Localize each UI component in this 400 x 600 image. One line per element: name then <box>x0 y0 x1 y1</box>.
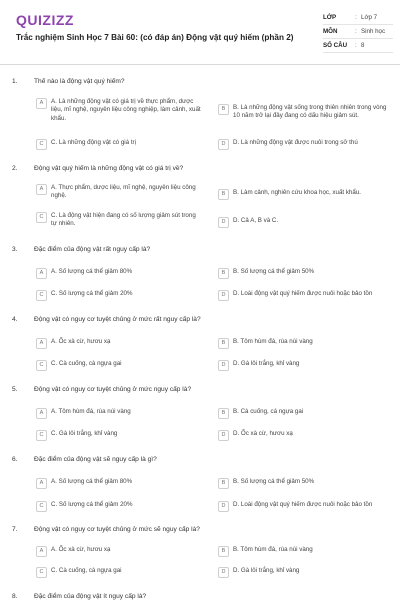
option-letter-box: C <box>36 290 47 301</box>
option-text: B. Tôm hùm đá, rùa núi vàng <box>233 338 313 345</box>
option-letter-box: B <box>218 268 229 279</box>
worksheet-header <box>0 0 400 65</box>
option-text: C. Là động vật hiện đang có số lượng giảm sút trong tự nhiên. <box>51 212 196 228</box>
option-text: A. Ốc xà cừ, hươu xạ <box>51 338 111 345</box>
question-2 <box>0 165 400 228</box>
option-text: A. Là những động vật có giá trị về thực phẩm, dược liệu, mĩ nghệ, nguyên liệu công nghiệp, làm cảnh, xuất khẩu. <box>51 98 201 122</box>
option-text: A. Số lượng cá thể giảm 80% <box>51 268 133 275</box>
option-text: C. Gà lôi trắng, khỉ vàng <box>51 430 118 437</box>
option-text: B. Là những động vật sống trong thiên nhiên trong vòng 10 năm trở lại đây đang có dấu hiệu giảm sút. <box>233 104 387 120</box>
option-letter-box: A <box>36 268 47 279</box>
option-letter-box: B <box>218 546 229 557</box>
option-letter-box: B <box>218 104 229 115</box>
meta-row-subject <box>323 25 393 39</box>
question-text: Đặc điểm của động vật rất nguy cấp là? <box>34 246 151 253</box>
question-number: 3. <box>12 246 18 253</box>
meta-value: Sinh học <box>361 28 386 35</box>
option-letter-box: C <box>36 430 47 441</box>
option-text: C. Cà cuống, cà ngựa gai <box>51 567 122 574</box>
option-letter-box: B <box>218 338 229 349</box>
question-8 <box>0 593 400 600</box>
option-letter-box: D <box>218 567 229 578</box>
option-text: C. Số lượng cá thể giảm 20% <box>51 501 133 508</box>
option-letter-box: D <box>218 139 229 150</box>
option-text: B. Số lượng cá thể giảm 50% <box>233 268 315 275</box>
option-letter-box: B <box>218 478 229 489</box>
question-3 <box>0 246 400 298</box>
question-line <box>0 386 400 398</box>
option-letter-box: B <box>218 189 229 200</box>
question-5 <box>0 386 400 438</box>
question-line <box>0 165 400 177</box>
question-text: Đặc điểm của động vật sẽ nguy cấp là gì? <box>34 456 157 463</box>
question-number: 1. <box>12 78 18 85</box>
option-text: D. Gà lôi trắng, khỉ vàng <box>233 567 300 574</box>
question-line <box>0 593 400 600</box>
question-text: Động vật có nguy cơ tuyệt chủng ở mức sẽ nguy cấp là? <box>34 526 200 533</box>
question-line <box>0 456 400 468</box>
option-text: D. Ốc xà cừ, hươu xạ <box>233 430 293 437</box>
option-text: A. Số lượng cá thể giảm 80% <box>51 478 133 485</box>
option-text: D. Loài động vật quý hiếm được nuôi hoặc bảo tồn <box>233 501 373 508</box>
option-letter-box: D <box>218 290 229 301</box>
option-letter-box: D <box>218 501 229 512</box>
option-text: C. Cà cuống, cà ngựa gai <box>51 360 122 367</box>
option-letter-box: A <box>36 546 47 557</box>
quizizz-logo[interactable]: QUIZIZZ <box>16 12 74 28</box>
question-text: Động vật có nguy cơ tuyệt chủng ở mức rất nguy cấp là? <box>34 316 201 323</box>
meta-key: LỚP <box>323 14 337 21</box>
option-text: D. Là những động vật được nuôi trong sở thú <box>233 139 358 146</box>
option-letter-box: C <box>36 360 47 371</box>
option-letter-box: D <box>218 217 229 228</box>
option-letter-box: A <box>36 408 47 419</box>
meta-row-count <box>323 39 393 53</box>
option-letter-box: C <box>36 501 47 512</box>
option-text: B. Làm cảnh, nghiên cứu khoa học, xuất khẩu. <box>233 189 361 196</box>
question-line <box>0 246 400 258</box>
question-1 <box>0 78 400 147</box>
meta-sep: : <box>355 28 357 35</box>
question-4 <box>0 316 400 368</box>
option-letter-box: A <box>36 98 47 109</box>
meta-value: 8 <box>361 42 365 49</box>
worksheet-title: Trắc nghiệm Sinh Học 7 Bài 60: (có đáp án) Động vật quý hiếm (phần 2) <box>16 33 294 42</box>
option-text: D. Loài động vật quý hiếm được nuôi hoặc bảo tồn <box>233 290 373 297</box>
meta-row-grade <box>323 11 393 25</box>
question-text: Đặc điểm của động vật ít nguy cấp là? <box>34 593 147 600</box>
question-6 <box>0 456 400 509</box>
question-line <box>0 78 400 90</box>
question-number: 5. <box>12 386 18 393</box>
question-number: 2. <box>12 165 18 172</box>
option-letter-box: D <box>218 360 229 371</box>
question-number: 6. <box>12 456 18 463</box>
question-line <box>0 316 400 328</box>
meta-key: SỐ CÂU <box>323 42 348 49</box>
question-7 <box>0 526 400 575</box>
option-letter-box: A <box>36 338 47 349</box>
question-text: Thế nào là động vật quý hiếm? <box>34 78 125 85</box>
option-letter-box: A <box>36 478 47 489</box>
option-text: C. Số lượng cá thể giảm 20% <box>51 290 133 297</box>
option-text: B. Cà cuống, cá ngựa gai <box>233 408 304 415</box>
meta-value: Lớp 7 <box>361 14 378 21</box>
meta-key: MÔN <box>323 28 338 35</box>
option-letter-box: D <box>218 430 229 441</box>
option-letter-box: B <box>218 408 229 419</box>
question-text: Động vật quý hiếm là những động vật có giá trị về? <box>34 165 184 172</box>
option-text: A. Ốc xà cừ, hươu xạ <box>51 546 111 553</box>
option-letter-box: C <box>36 212 47 223</box>
meta-sep: : <box>355 42 357 49</box>
option-text: D. Gà lôi trắng, khỉ vàng <box>233 360 300 367</box>
option-text: B. Số lượng cá thể giảm 50% <box>233 478 315 485</box>
option-letter-box: C <box>36 567 47 578</box>
question-text: Động vật có nguy cơ tuyệt chủng ở mức nguy cấp là? <box>34 386 192 393</box>
question-number: 4. <box>12 316 18 323</box>
option-text: B. Tôm hùm đá, rùa núi vàng <box>233 546 313 553</box>
option-text: D. Cả A, B và C. <box>233 217 279 224</box>
meta-sep: : <box>355 14 357 21</box>
option-text: A. Thực phẩm, dược liệu, mĩ nghệ, nguyên liệu công nghệ. <box>51 184 196 200</box>
option-text: C. Là những động vật có giá trị <box>51 139 136 146</box>
option-letter-box: C <box>36 139 47 150</box>
question-line <box>0 526 400 538</box>
question-number: 8. <box>12 593 18 600</box>
option-text: A. Tôm hùm đá, rùa núi vàng <box>51 408 131 415</box>
option-letter-box: A <box>36 184 47 195</box>
question-number: 7. <box>12 526 18 533</box>
worksheet-meta <box>323 11 393 53</box>
